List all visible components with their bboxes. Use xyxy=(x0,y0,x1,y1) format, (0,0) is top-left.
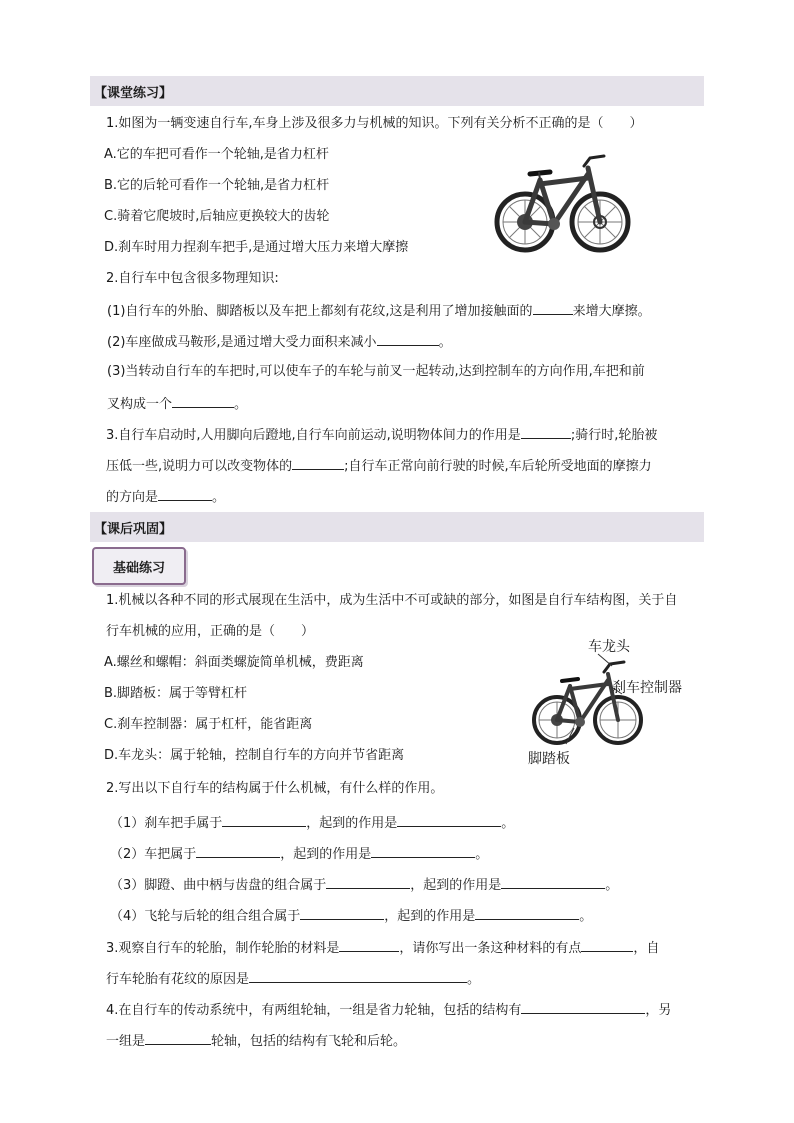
answer-blank[interactable] xyxy=(300,906,384,920)
p2-sub4 xyxy=(110,906,592,926)
answer-blank[interactable] xyxy=(222,813,306,827)
q1-option-b: B.它的后轮可看作一个轮轴,是省力杠杆 xyxy=(104,178,330,193)
p2-sub3-mid: ，起到的作用是 xyxy=(410,878,502,893)
p1-option-d: D.车龙头：属于轮轴，控制自行车的方向并节省距离 xyxy=(104,748,405,763)
p2-sub2-text: （2）车把属于 xyxy=(110,847,197,862)
label-brake-controller: 刹车控制器 xyxy=(612,680,682,696)
p2-sub2 xyxy=(110,844,488,864)
basic-practice-tag xyxy=(92,547,186,585)
answer-blank[interactable] xyxy=(521,1000,645,1014)
answer-blank[interactable] xyxy=(501,875,605,889)
q2-sub2 xyxy=(107,332,452,352)
p2-sub3-text: （3）脚蹬、曲中柄与齿盘的组合属于 xyxy=(110,878,327,893)
answer-blank[interactable] xyxy=(581,938,633,952)
q1-stem: 1.如图为一辆变速自行车,车身上涉及很多力与机械的知识。下列有关分析不正确的是（ ） xyxy=(106,116,643,131)
p1-option-a: A.螺丝和螺帽：斜面类螺旋简单机械，费距离 xyxy=(104,655,364,670)
section-header-review xyxy=(90,512,704,542)
p2-sub3 xyxy=(110,875,618,895)
p4-line1-end: ，另 xyxy=(645,1003,672,1018)
answer-blank[interactable] xyxy=(475,906,579,920)
answer-blank[interactable] xyxy=(339,938,399,952)
p2-sub1-text: （1）刹车把手属于 xyxy=(110,816,223,831)
bicycle-image xyxy=(492,150,634,258)
q3-line1 xyxy=(106,425,657,445)
p3-line2 xyxy=(106,969,480,989)
p3-line2-end: 。 xyxy=(467,972,481,987)
section-header-classroom xyxy=(90,76,704,106)
q2-sub3-line2 xyxy=(107,394,247,414)
answer-blank[interactable] xyxy=(533,301,573,315)
answer-blank[interactable] xyxy=(249,969,467,983)
q3-line2-end: ;自行车正常向前行驶的时候,车后轮所受地面的摩擦力 xyxy=(344,459,652,474)
p2-sub2-mid: ，起到的作用是 xyxy=(280,847,372,862)
p2-sub1-end: 。 xyxy=(501,816,515,831)
q1-option-a: A.它的车把可看作一个轮轴,是省力杠杆 xyxy=(104,147,329,162)
p4-line2-text: 一组是 xyxy=(106,1034,146,1049)
p2-sub2-end: 。 xyxy=(475,847,489,862)
q3-line3-end: 。 xyxy=(212,490,226,505)
q2-sub1-text: (1)自行车的外胎、脚踏板以及车把上都刻有花纹,这是利用了增加接触面的 xyxy=(107,304,533,319)
answer-blank[interactable] xyxy=(172,394,234,408)
q2-sub3-line1: (3)当转动自行车的车把时,可以使车子的车轮与前叉一起转动,达到控制车的方向作用,车把和前 xyxy=(107,364,645,379)
answer-blank[interactable] xyxy=(145,1031,211,1045)
answer-blank[interactable] xyxy=(521,425,571,439)
label-handlebar: 车龙头 xyxy=(588,639,630,655)
p4-line2 xyxy=(106,1031,406,1051)
q3-line1-text: 3.自行车启动时,人用脚向后蹬地,自行车向前运动,说明物体间力的作用是 xyxy=(106,428,521,443)
p1-option-c: C.刹车控制器：属于杠杆，能省距离 xyxy=(104,717,313,732)
section-header-text: 【课堂练习】 xyxy=(94,86,173,101)
answer-blank[interactable] xyxy=(377,332,439,346)
p3-line1-mid: ，请你写出一条这种材料的有点 xyxy=(399,941,582,956)
q2-sub2-end: 。 xyxy=(438,335,452,350)
answer-blank[interactable] xyxy=(397,813,501,827)
basic-practice-label: 基础练习 xyxy=(112,561,165,576)
p3-line2-text: 行车轮胎有花纹的原因是 xyxy=(106,972,250,987)
q2-sub1-end: 来增大摩擦。 xyxy=(572,304,651,319)
q2-sub3-end: 。 xyxy=(234,397,248,412)
q2-sub2-text: (2)车座做成马鞍形,是通过增大受力面积来减小 xyxy=(107,335,377,350)
answer-blank[interactable] xyxy=(196,844,280,858)
p1-option-b: B.脚踏板：属于等臂杠杆 xyxy=(104,686,248,701)
q3-line2-text: 压低一些,说明力可以改变物体的 xyxy=(106,459,293,474)
q2-sub1 xyxy=(107,301,651,321)
answer-blank[interactable] xyxy=(292,456,344,470)
answer-blank[interactable] xyxy=(371,844,475,858)
q3-line1-end: ;骑行时,轮胎被 xyxy=(570,428,658,443)
p2-sub3-end: 。 xyxy=(605,878,619,893)
q3-line3-text: 的方向是 xyxy=(106,490,159,505)
p2-sub4-end: 。 xyxy=(579,909,593,924)
q1-option-d: D.刹车时用力捏刹车把手,是通过增大压力来增大摩擦 xyxy=(104,240,409,255)
q2-stem: 2.自行车中包含很多物理知识: xyxy=(106,271,279,286)
p3-line1-text: 3.观察自行车的轮胎，制作轮胎的材料是 xyxy=(106,941,340,956)
p1-line2: 行车机械的应用，正确的是（ ） xyxy=(106,624,315,639)
q1-option-c: C.骑着它爬坡时,后轴应更换较大的齿轮 xyxy=(104,209,330,224)
label-pedal: 脚踏板 xyxy=(528,751,570,767)
p4-line1-text: 4.在自行车的传动系统中，有两组轮轴，一组是省力轮轴，包括的结构有 xyxy=(106,1003,522,1018)
p3-line1 xyxy=(106,938,659,958)
answer-blank[interactable] xyxy=(158,487,212,501)
q2-sub3-text: 叉构成一个 xyxy=(107,397,173,412)
p4-line1 xyxy=(106,1000,671,1020)
p3-line1-end: ，自 xyxy=(633,941,660,956)
p2-sub1-mid: ，起到的作用是 xyxy=(306,816,398,831)
p2-sub4-mid: ，起到的作用是 xyxy=(384,909,476,924)
p1-line1: 1.机械以各种不同的形式展现在生活中，成为生活中不可或缺的部分，如图是自行车结构图，关于自 xyxy=(106,593,678,608)
q3-line3 xyxy=(106,487,225,507)
section-header-text: 【课后巩固】 xyxy=(94,522,173,537)
p2-sub1 xyxy=(110,813,514,833)
q3-line2 xyxy=(106,456,652,476)
p4-line2-end: 轮轴，包括的结构有飞轮和后轮。 xyxy=(211,1034,407,1049)
p2-stem: 2.写出以下自行车的结构属于什么机械，有什么样的作用。 xyxy=(106,781,444,796)
answer-blank[interactable] xyxy=(326,875,410,889)
p2-sub4-text: （4）飞轮与后轮的组合组合属于 xyxy=(110,909,301,924)
